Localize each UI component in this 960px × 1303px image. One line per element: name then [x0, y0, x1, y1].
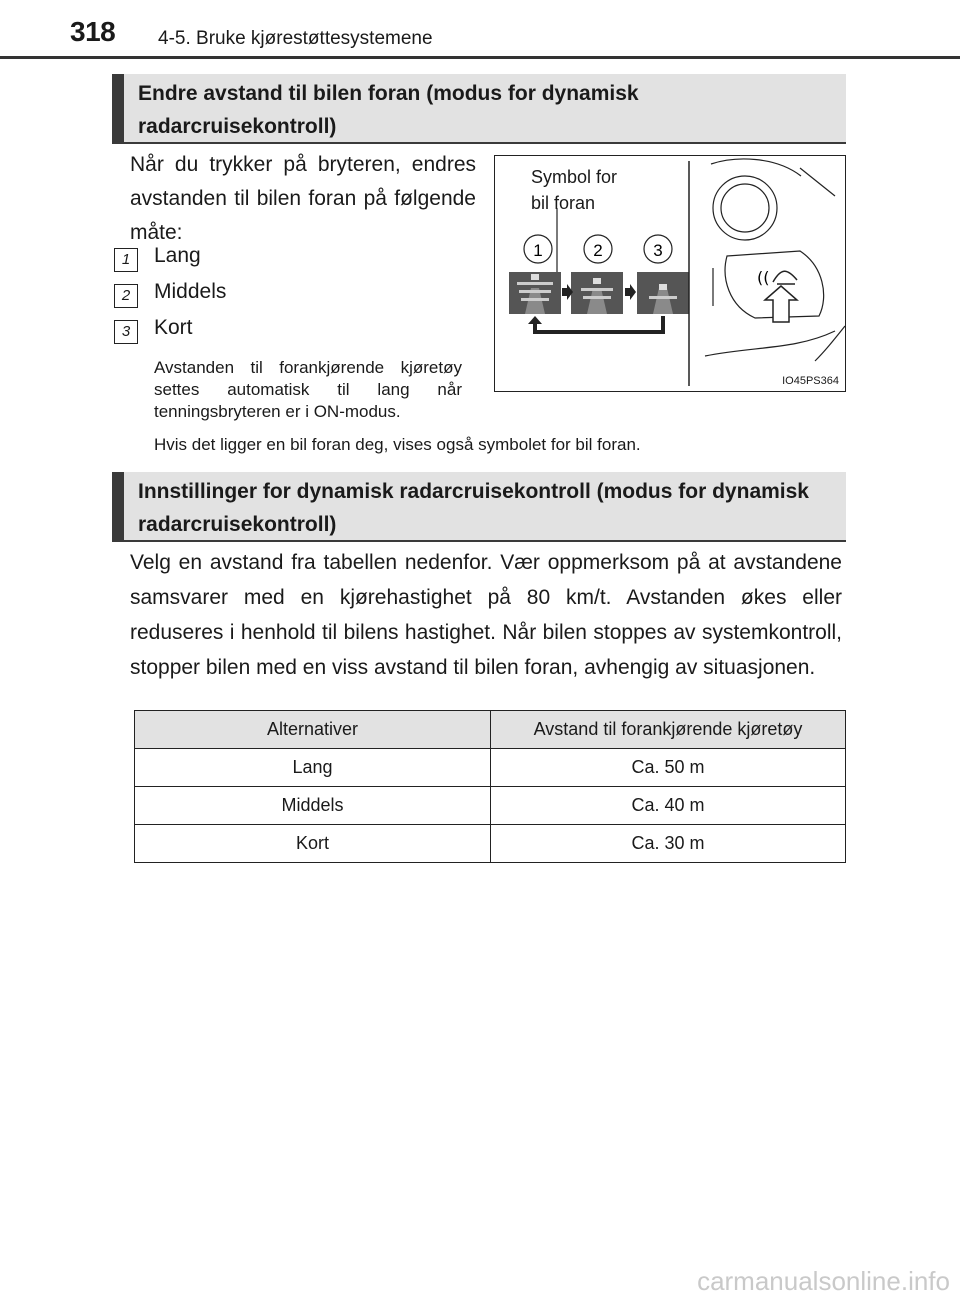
page-number: 318 — [70, 16, 116, 47]
table-row — [135, 825, 846, 863]
step-number-badge: 3 — [114, 320, 138, 344]
table-cell: Kort — [135, 825, 491, 863]
table-header-cell: Avstand til forankjørende kjøretøy — [491, 711, 846, 749]
svg-text:2: 2 — [593, 241, 603, 260]
settings-paragraph: Velg en avstand fra tabellen nedenfor. Vær oppmerksom på at avstandene samsvarer med en kjørehastighet på 80 km/t. Avstanden økes eller reduseres i henhold til bilens hastighet. Når bilen stoppes av systemkontroll, stopper bilen med en viss avstand til bilen foran, avhengig av situasjonen. — [130, 551, 842, 679]
intro-paragraph: Når du trykker på bryteren, endres avstanden til bilen foran på følgende måte: — [130, 153, 476, 244]
distance-table — [134, 710, 846, 863]
table-cell: Ca. 30 m — [491, 825, 846, 863]
display-short-icon — [637, 272, 689, 314]
display-medium-icon — [571, 272, 623, 314]
arrow-right-icon — [625, 284, 636, 300]
section-heading-distance: Endre avstand til bilen foran (modus for dynamisk radarcruisekontroll) — [112, 74, 846, 144]
steering-wheel-panel — [705, 159, 845, 361]
svg-text:1: 1 — [533, 241, 543, 260]
table-header-cell: Alternativer — [135, 711, 491, 749]
list-item-label: Lang — [154, 244, 201, 267]
marker-circle — [524, 235, 552, 263]
table-cell: Ca. 50 m — [491, 749, 846, 787]
svg-text:3: 3 — [653, 241, 663, 260]
chapter-title: 4-5. Bruke kjørestøttesystemene — [158, 28, 433, 49]
table-header-row — [135, 711, 846, 749]
table-row — [135, 749, 846, 787]
marker-circle — [644, 235, 672, 263]
watermark: carmanualsonline.info — [697, 1266, 950, 1296]
svg-text:((: (( — [757, 268, 770, 287]
marker-circle — [584, 235, 612, 263]
step-number-badge: 2 — [114, 284, 138, 308]
header-rule — [0, 56, 960, 59]
figure-code: IO45PS364 — [782, 375, 839, 387]
table-cell: Middels — [135, 787, 491, 825]
table-cell: Ca. 40 m — [491, 787, 846, 825]
distance-illustration — [494, 155, 846, 392]
section-heading-settings: Innstillinger for dynamisk radarcruisekontroll (modus for dynamisk radarcruisekontroll) — [112, 472, 846, 542]
note-default-distance: Avstanden til forankjørende kjøretøy settes automatisk til lang når tenningsbryteren er i ON-modus. — [154, 358, 462, 421]
figure-label: Symbol for bil foran — [531, 167, 618, 213]
cycle-return-arrow-icon — [528, 316, 663, 332]
list-item-label: Middels — [154, 280, 227, 303]
display-long-icon — [509, 272, 561, 314]
table-cell: Lang — [135, 749, 491, 787]
step-number-badge: 1 — [114, 248, 138, 272]
list-item-label: Kort — [154, 316, 193, 339]
illustration-drawing — [495, 156, 847, 393]
distance-button-icon — [757, 268, 797, 287]
note-vehicle-ahead: Hvis det ligger en bil foran deg, vises også symbolet for bil foran. — [154, 435, 641, 454]
table-row — [135, 787, 846, 825]
